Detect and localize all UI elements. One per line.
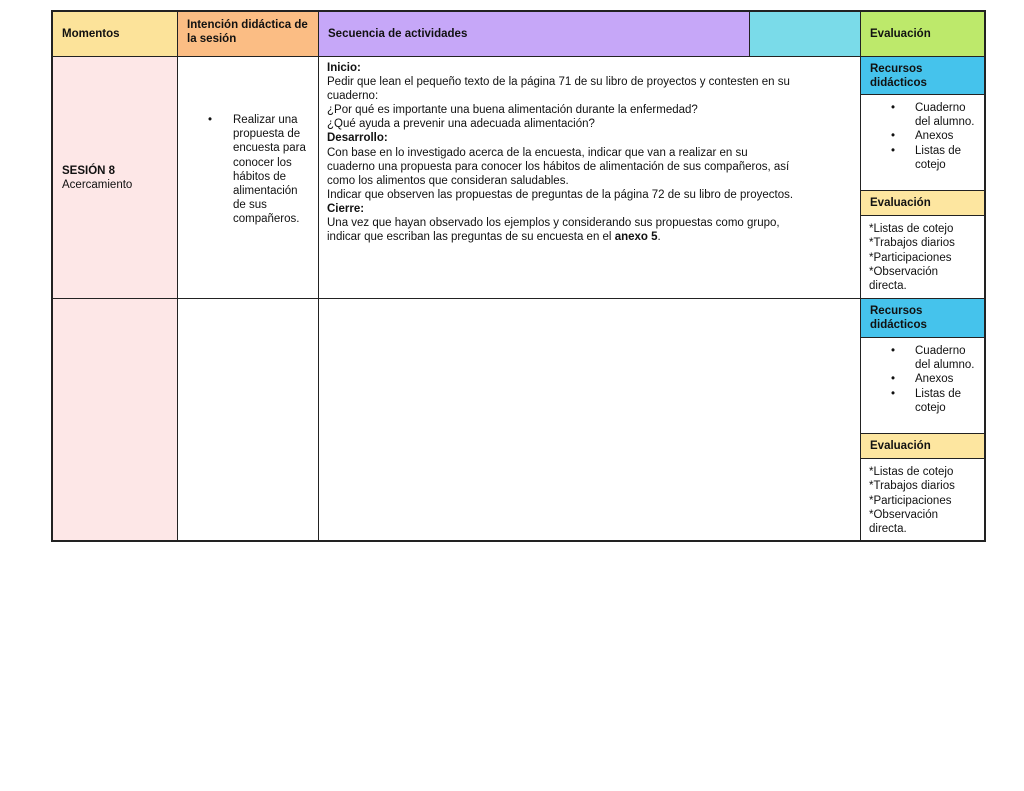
evaluacion2-subheader bbox=[861, 434, 984, 459]
recursos-header bbox=[861, 57, 984, 95]
desarrollo-line-4: Indicar que observen las propuestas de preguntas de la página 72 de su libro de proyectos. bbox=[327, 188, 794, 201]
inicio-line-4: ¿Qué ayuda a prevenir una adecuada alimentación? bbox=[327, 118, 595, 131]
anexo-reference: anexo 5 bbox=[614, 231, 658, 244]
evaluacion-item: *Observación directa. bbox=[869, 265, 939, 293]
recurso-item: • Anexos bbox=[861, 372, 981, 386]
header-secuencia bbox=[319, 12, 750, 57]
session-title: SESIÓN 8 bbox=[62, 165, 116, 177]
header-extra-cell bbox=[750, 12, 861, 57]
recurso-item: • Anexos bbox=[861, 129, 981, 143]
evaluacion2-label: Evaluación bbox=[870, 439, 931, 452]
recurso-item: • Cuaderno del alumno. bbox=[861, 344, 981, 372]
evaluacion-item: *Participaciones bbox=[869, 251, 952, 264]
inicio-line-2: cuaderno: bbox=[327, 90, 379, 103]
recursos-label: Recursos didácticos bbox=[870, 63, 927, 89]
header-evaluacion bbox=[861, 12, 984, 57]
cierre-line-2-end: . bbox=[657, 231, 661, 244]
evaluacion-item: *Participaciones bbox=[869, 494, 952, 507]
header-secuencia-label: Secuencia de actividades bbox=[328, 27, 468, 40]
desarrollo-line-2: cuaderno una propuesta para conocer los hábitos de alimentación de sus compañeros, así bbox=[327, 160, 790, 173]
cierre-line-2-text: indicar que escriban las preguntas de su encuesta en el bbox=[327, 231, 615, 244]
session2-momento-cell bbox=[53, 299, 178, 540]
inicio-line-1: Pedir que lean el pequeño texto de la página 71 de su libro de proyectos y contesten en su bbox=[327, 76, 790, 89]
session-intent: • Realizar una propuesta de encuesta para conocer los hábitos de alimentación de sus compañeros. bbox=[208, 113, 313, 227]
evaluacion-item: *Trabajos diarios bbox=[869, 237, 955, 250]
recursos2-header bbox=[861, 299, 984, 338]
desarrollo-line-1: Con base en lo investigado acerca de la encuesta, indicar que van a realizar en su bbox=[327, 146, 748, 159]
evaluacion-item: *Listas de cotejo bbox=[869, 223, 954, 235]
evaluacion-label: Evaluación bbox=[870, 196, 931, 209]
recursos2-list-cell bbox=[861, 338, 984, 434]
header-momentos bbox=[53, 12, 178, 57]
session2-intent-cell bbox=[178, 299, 319, 540]
header-intencion bbox=[178, 12, 319, 57]
cierre-line-1: Una vez que hayan observado los ejemplos y considerando sus propuestas como grupo, bbox=[327, 217, 780, 230]
recurso-item: • Listas de cotejo bbox=[861, 387, 981, 415]
session2-activities-cell bbox=[319, 299, 861, 540]
recursos2-label: Recursos didácticos bbox=[870, 305, 927, 331]
desarrollo-label: Desarrollo: bbox=[327, 132, 388, 145]
lesson-plan-table bbox=[51, 10, 986, 542]
cierre-line-2 bbox=[327, 230, 852, 244]
recurso-item: • Cuaderno del alumno. bbox=[861, 101, 981, 129]
evaluacion-item: *Trabajos diarios bbox=[869, 480, 955, 493]
inicio-label: Inicio: bbox=[327, 62, 361, 74]
session-subtitle: Acercamiento bbox=[62, 179, 133, 192]
evaluacion-item: *Listas de cotejo bbox=[869, 466, 954, 478]
header-intencion-label: Intención didáctica de la sesión bbox=[187, 19, 308, 45]
session-intent-cell bbox=[178, 57, 319, 299]
header-momentos-label: Momentos bbox=[62, 27, 120, 40]
evaluacion-item: *Observación directa. bbox=[869, 508, 939, 536]
evaluacion-list-cell bbox=[861, 216, 984, 299]
desarrollo-line-3: como los alimentos que consideran saludables. bbox=[327, 174, 569, 187]
evaluacion-subheader bbox=[861, 191, 984, 216]
recursos-list-cell bbox=[861, 95, 984, 191]
recurso-item: • Listas de cotejo bbox=[861, 144, 981, 172]
evaluacion2-list-cell bbox=[861, 459, 984, 540]
session-activities-cell bbox=[319, 57, 861, 299]
inicio-line-3: ¿Por qué es importante una buena alimentación durante la enfermedad? bbox=[327, 104, 698, 117]
session-momento-cell bbox=[53, 57, 178, 299]
header-evaluacion-label: Evaluación bbox=[870, 27, 931, 40]
cierre-label: Cierre: bbox=[327, 202, 365, 215]
